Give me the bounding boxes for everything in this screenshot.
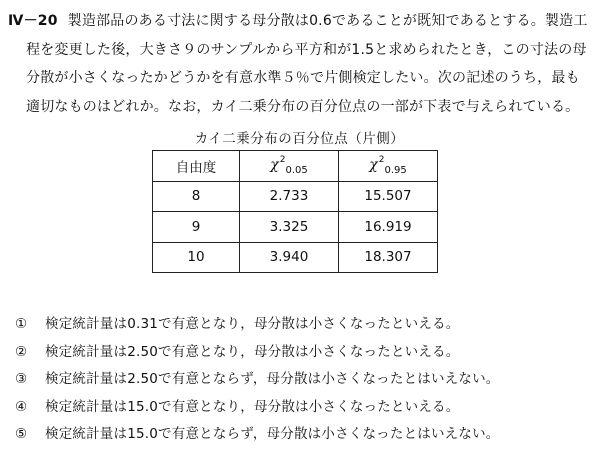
answer-options [15,311,499,449]
answer-option-5[interactable] [15,421,499,449]
option-marker: ⑤ [15,426,28,443]
table-cell-value: 18.307 [339,242,438,273]
option-text: 検定統計量は2.50で有意とならず，母分散は小さくなったとはいえない。 [45,371,500,388]
chi-symbol: χ [369,157,378,174]
answer-option-2[interactable] [15,339,499,367]
chi-superscript: 2 [378,155,385,166]
option-text: 検定統計量は0.31で有意となり，母分散は小さくなったといえる。 [45,316,460,332]
option-marker: ③ [15,371,28,388]
chi-subscript: 0.05 [285,165,308,177]
table-cell-df: 10 [153,242,240,273]
answer-option-1[interactable] [15,311,499,339]
table-cell-value: 16.919 [339,212,438,243]
question-line: 程を変更した後，大きさ９のサンプルから平方和が1.5と求められたとき，この寸法の母 [26,41,587,58]
table-cell-value: 2.733 [240,181,339,212]
option-marker: ① [15,316,28,332]
answer-option-3[interactable] [15,366,499,394]
table-row [153,212,438,243]
question-line: 適切なものはどれか。なお，カイ二乗分布の百分位点の一部が下表で与えられている。 [26,98,580,115]
chi-subscript: 0.95 [384,165,407,177]
option-marker: ④ [15,398,28,415]
table-header-row [153,151,438,182]
option-text: 検定統計量は15.0で有意となり，母分散は小さくなったといえる。 [45,398,460,415]
table-cell-value: 15.507 [339,181,438,212]
question-line [8,7,592,36]
option-text: 検定統計量は2.50で有意となり，母分散は小さくなったといえる。 [45,343,460,360]
table-row [153,242,438,273]
table-row [153,181,438,212]
chi-superscript: 2 [279,155,286,166]
header-chi-0-05 [240,151,339,182]
table-cell-value: 3.325 [240,212,339,243]
question-text [8,7,592,121]
chi-square-table [152,150,438,273]
table-cell-df: 8 [153,181,240,212]
option-text: 検定統計量は15.0で有意とならず，母分散は小さくなったとはいえない。 [45,426,500,443]
header-chi-0-95 [339,151,438,182]
question-line-text: 製造部品のある寸法に関する母分散は0.6であることが既知であるとする。製造工 [67,13,588,29]
option-marker: ② [15,343,28,360]
chi-symbol: χ [270,157,279,174]
table-title: カイ二乗分布の百分位点（片側） [194,131,405,147]
header-degrees-of-freedom: 自由度 [153,151,240,182]
table-cell-value: 3.940 [240,242,339,273]
question-number: Ⅳ－20 [8,13,58,29]
question-line: 分散が小さくなったかどうかを有意水準５％で片側検定したい。次の記述のうち，最も [26,70,580,86]
table-cell-df: 9 [153,212,240,243]
answer-option-4[interactable] [15,394,499,422]
